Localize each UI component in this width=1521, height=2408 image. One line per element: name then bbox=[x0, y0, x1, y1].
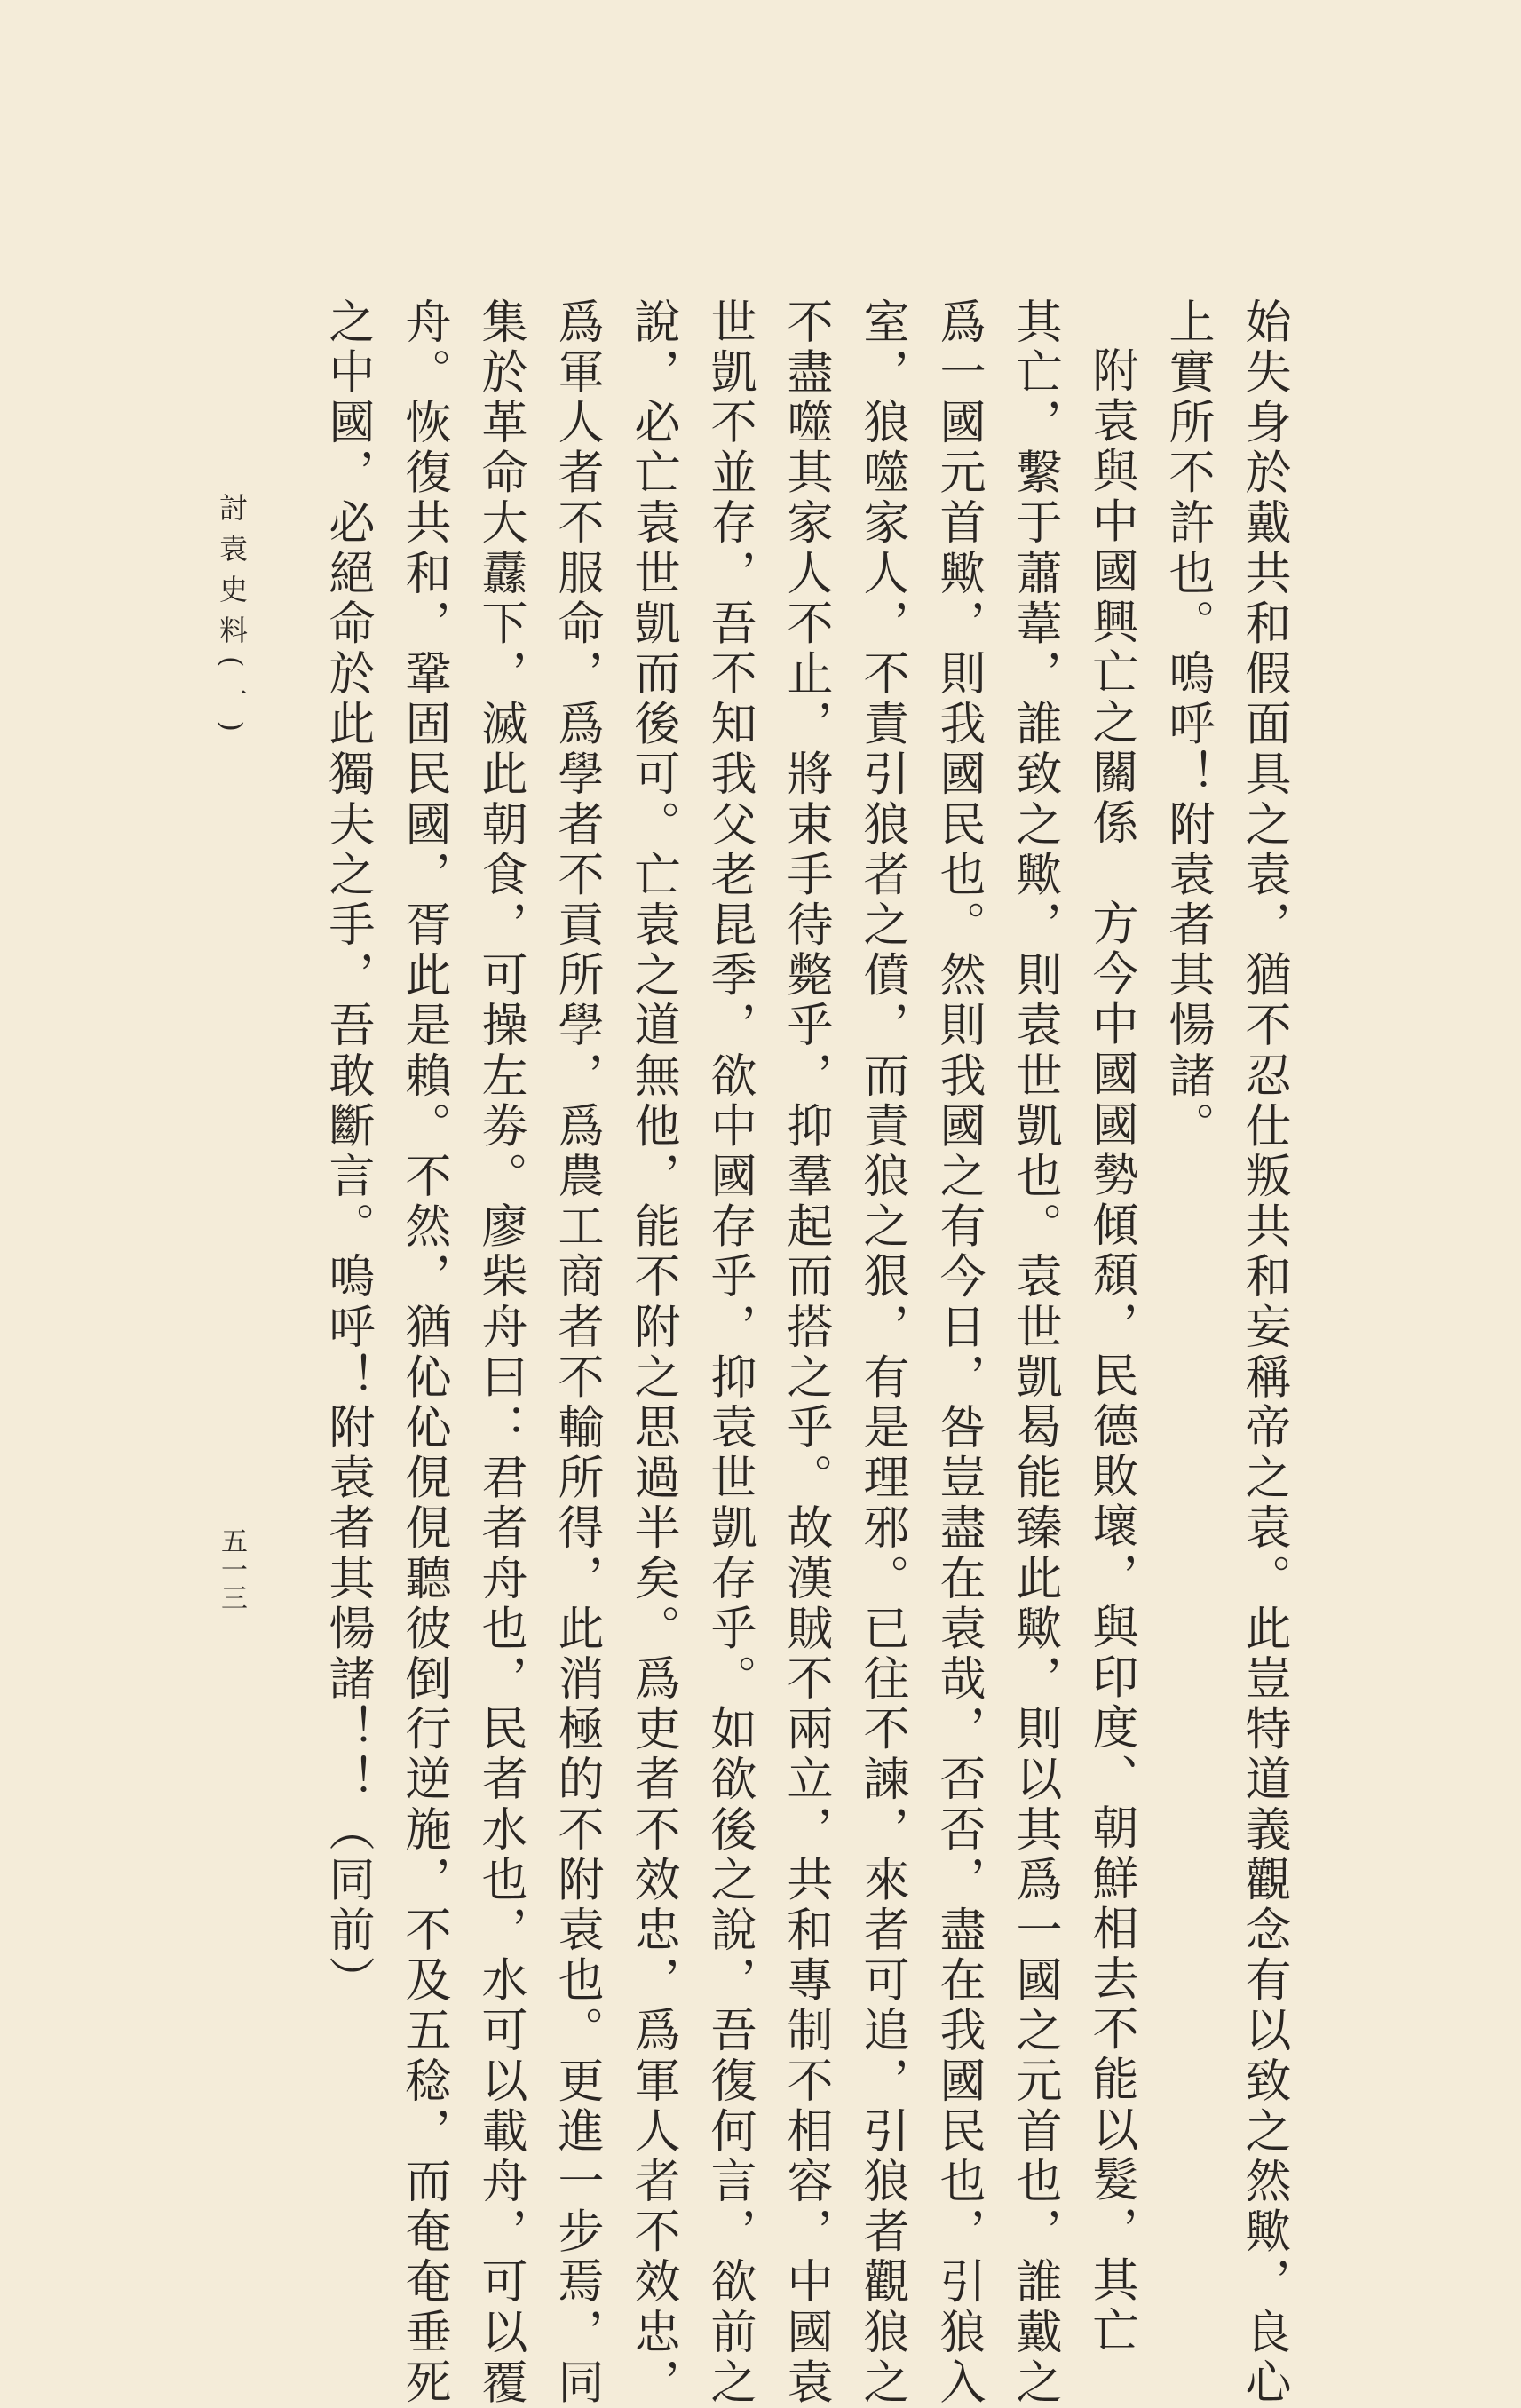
text-column: 世凱不並存，吾不知我父老昆季，欲中國存乎，抑袁世凱存乎。如欲後之說，吾復何言，欲前之 bbox=[702, 297, 756, 2408]
section-heading-column: 附袁與中國興亡之關係 方今中國國勢傾頹，民德敗壞，與印度、朝鮮相去不能以髮，其亡 bbox=[1084, 346, 1137, 2357]
text-column: 集於革命大纛下，滅此朝食，可操左劵。廖柴舟曰：君者舟也，民者水也，水可以載舟，可以覆 bbox=[473, 297, 527, 2408]
text-column: 其亡，繫于蕭葦，誰致之歟，則袁世凱也。袁世凱曷能臻此歟，則以其爲一國之元首也，誰戴之 bbox=[1008, 297, 1061, 2408]
text-column: 舟。恢復共和，鞏固民國，胥此是賴。不然，猶伈伈俔俔聽彼倒行逆施，不及五稔，而奄奄垂死 bbox=[397, 297, 450, 2408]
text-column: 爲一國元首歟，則我國民也。然則我國之有今日，咎豈盡在袁哉，否否，盡在我國民也，引狼入 bbox=[931, 297, 985, 2408]
text-column: 始失身於戴共和假面具之袁，猶不忍仕叛共和妄稱帝之袁。此豈特道義觀念有以致之然歟，良心 bbox=[1237, 297, 1290, 2408]
text-column: 室，狼噬家人，不責引狼者之僨，而責狼之狠，有是理邪。已往不諫，來者可追，引狼者觀狼之 bbox=[855, 297, 908, 2408]
running-title: 討袁史料(一) bbox=[215, 493, 249, 744]
text-column: 不盡噬其家人不止，將束手待斃乎，抑羣起而搭之乎。故漢賊不兩立，共和專制不相容，中國袁 bbox=[779, 297, 832, 2408]
page-number: 五一三 bbox=[216, 1527, 247, 1612]
text-column: 爲軍人者不服命，爲學者不貢所學，爲農工商者不輸所得，此消極的不附袁也。更進一步焉，同 bbox=[550, 297, 603, 2408]
text-column: 上實所不許也。嗚呼！附袁者其愓諸。 bbox=[1161, 297, 1214, 1153]
text-column: 說，必亡袁世凱而後可。亡袁之道無他，能不附之思過半矣。爲吏者不效忠，爲軍人者不效忠， bbox=[626, 297, 679, 2408]
text-column: 之中國，必絕命於此獨夫之手，吾敢斷言。嗚呼！附袁者其愓諸！！（同前） bbox=[321, 297, 374, 2007]
